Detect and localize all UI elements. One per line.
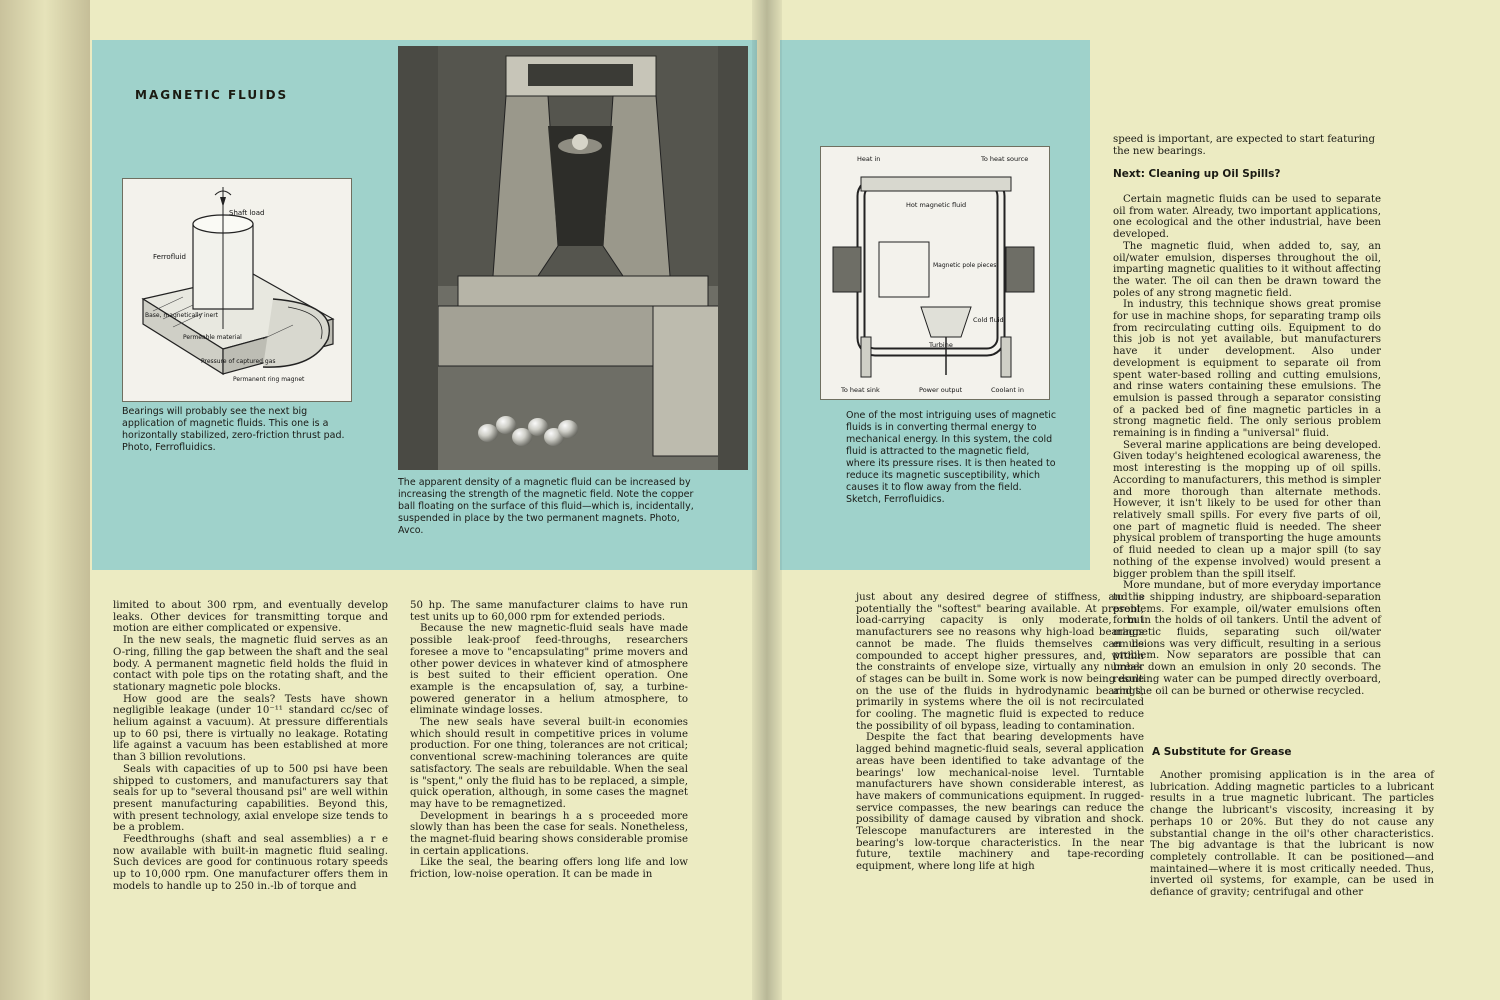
label-cold-fluid: Cold fluid bbox=[973, 316, 1004, 324]
label-to-heat-source: To heat source bbox=[981, 155, 1029, 163]
subhead-grease: A Substitute for Grease bbox=[1152, 746, 1292, 758]
thrust-pad-drawing bbox=[123, 179, 351, 401]
figure1-caption: Bearings will probably see the next big application of magnetic fluids. This one is a horizontally stabilized, zero-friction thrust pad. Photo, Ferrofluidics. bbox=[122, 406, 345, 453]
column-2 bbox=[410, 600, 688, 881]
label-to-heat-sink: To heat sink bbox=[841, 386, 880, 394]
paragraph: Development in bearings h a s proceeded more slowly than has been the case for seals. Nonetheless, the magnet-fluid bearing shows considerable promise in certain applications. bbox=[410, 810, 688, 857]
label-hot-fluid: Hot magnetic fluid bbox=[906, 201, 967, 209]
section-heading: MAGNETIC FLUIDS bbox=[135, 88, 289, 102]
label-coolant-in: Coolant in bbox=[991, 386, 1024, 394]
label-base: Base, magnetically inert bbox=[145, 312, 219, 319]
paragraph: More mundane, but of more everyday importance to the shipping industry, are shipboard-separation problems. For example, oil/water emulsions often form in the holds of oil tankers. Until the advent of magnetic fluids, separating such oil/water emulsions was very difficult, resulting in a serious problem. Now separators are possible that can break down an emulsion in only 20 seconds. The resulting water can be pumped directly overboard, and the oil can be burned or otherwise recycled. bbox=[1113, 580, 1381, 697]
label-pressure: Pressure of captured gas bbox=[201, 358, 276, 365]
copper-ball bbox=[478, 424, 498, 442]
thermal-converter-drawing bbox=[821, 147, 1049, 399]
figure3-caption: One of the most intriguing uses of magnetic fluids is in converting thermal energy to mechanical energy. In this system, the cold fluid is attracted to the magnetic field, where its pressure rises. It is then heated to reduce its magnetic susceptibility, which causes it to flow away from the field. Sketch, Ferrofluidics. bbox=[846, 410, 1057, 505]
label-permeable: Permeable material bbox=[183, 334, 242, 341]
paragraph: speed is important, are expected to start featuring the new bearings. bbox=[1113, 134, 1375, 157]
column-4-bottom bbox=[1150, 770, 1434, 899]
paragraph: Like the seal, the bearing offers long life and low friction, low-noise operation. It can be made in bbox=[410, 857, 688, 881]
paragraph: Certain magnetic fluids can be used to separate oil from water. Already, two important applications, one ecological and the other industrial, have been developed. bbox=[1113, 194, 1381, 241]
paragraph: How good are the seals? Tests have shown negligible leakage (under 10⁻¹¹ standard cc/sec of helium against a vacuum). At pressure differentials up to 60 psi, there is virtually no leakage. Rotating life against a vacuum has been established at more than 3 billion revolutions. bbox=[113, 693, 388, 764]
copper-ball bbox=[558, 420, 578, 438]
paragraph: Despite the fact that bearing developments have lagged behind magnetic-fluid seals, several application areas have been identified to take advantage of the bearings' low mechanical-noise level. Turntable manufacturers have shown considerable interest, as have makers of communications equipment. In rugged-service compasses, the new bearings can reduce the possibility of damage caused by vibration and shock. Telescope manufacturers are interested in the bearing's low-torque characteristics. In the near future, textile machinery and tape-recording equipment, where long life at high bbox=[856, 732, 1144, 873]
label-magnetic-pole: Magnetic pole pieces bbox=[933, 262, 997, 269]
label-turbine: Turbine bbox=[929, 341, 953, 349]
paragraph: limited to about 300 rpm, and eventually develop leaks. Other devices for transmitting torque and motion are either complicated or expensive. bbox=[113, 600, 388, 635]
paragraph: In the new seals, the magnetic fluid serves as an O-ring, filling the gap between the shaft and the seal body. A permanent magnetic field holds the fluid in contact with pole tips on the rotating shaft, and the stationary magnetic pole blocks. bbox=[113, 635, 388, 693]
thermal-converter-illustration bbox=[820, 146, 1050, 400]
thrust-pad-illustration bbox=[122, 178, 352, 402]
subhead-oil-spills: Next: Cleaning up Oil Spills? bbox=[1113, 168, 1281, 180]
paragraph: Feedthroughs (shaft and seal assemblies) a r e now available with built-in magnetic fluid sealing. Such devices are good for continuous rotary speeds up to 10,000 rpm. One manufacturer offers them in models to handle up to 250 in.-lb of torque and bbox=[113, 834, 388, 892]
column-1 bbox=[113, 600, 388, 893]
paragraph: The new seals have several built-in economies which should result in competitive prices in volume production. For one thing, tolerances are not critical; conventional screw-machining tolerances are quite satisfactory. The seals are rebuildable. When the seal is "spent," only the fluid has to be replaced, a simple, quick operation, although, in some cases the magnet may have to be remagnetized. bbox=[410, 717, 688, 810]
figure2-caption: The apparent density of a magnetic fluid can be increased by increasing the strength of the magnetic field. Note the copper ball floating on the surface of this fluid—which is, incidentally, suspended in place by the two permanent magnets. Photo, Avco. bbox=[398, 477, 694, 536]
magnet-photo bbox=[398, 46, 748, 470]
paragraph: Seals with capacities of up to 500 psi have been shipped to customers, and manufacturers say that seals for up to "several thousand psi" are well within present manufacturing capabilities. Beyond this, with present technology, axial envelope size tends to be a problem. bbox=[113, 763, 388, 834]
paragraph: Another promising application is in the area of lubrication. Adding magnetic particles to a lubricant results in a true magnetic lubricant. The particles change the lubricant's viscosity, increasing it by perhaps 10 or 20%. But they do not cause any substantial change in the oil's other characteristics. The big advantage is that the lubricant is now completely controllable. It can be positioned—and maintained—where it is most critically needed. Thus, inverted oil systems, for example, can be used in defiance of gravity; centrifugal and other bbox=[1150, 770, 1434, 899]
paragraph: Several marine applications are being developed. Given today's heightened ecological awareness, the most interesting is the mopping up of oil spills. According to manufacturers, this method is simpler and more thorough than alternate methods. However, it isn't likely to be used for other than relatively small spills. For every five parts of oil, one part of magnetic fluid is needed. The sheer physical problem of transporting the huge amounts of fluid needed to clean up a major spill (to say nothing of the expense involved) would present a bigger problem than the spill itself. bbox=[1113, 439, 1381, 580]
spine-gutter bbox=[752, 0, 782, 1000]
paragraph: In industry, this technique shows great promise for use in machine shops, for separating tramp oils from recirculating cutting oils. Equipment to do this job is not yet available, but manufacturers have it under development. Also under development is equipment to separate oil from spent water-based rolling and cutting emulsions, and rinse waters containing these emulsions. The emulsion is passed through a separator consisting of a packed bed of fine magnetic particles in a strong magnetic field. The only serious problem remaining is in finding a "universal" fluid. bbox=[1113, 299, 1381, 440]
paragraph: just about any desired degree of stiffness, and is potentially the "softest" bearing available. At present, load-carrying capacity is only moderate, but manufacturers see no reasons why high-load bearings cannot be made. The fluids themselves can be compounded to accept higher pressures, and, within the constraints of envelope size, virtually any number of stages can be built in. Some work is now being done on the use of the fluids in hydrodynamic bearings, primarily in systems where the oil is not recirculated for cooling. The magnetic fluid is expected to reduce the possibility of oil bypass, leading to contamination. bbox=[856, 592, 1144, 732]
magnet-apparatus-drawing bbox=[398, 46, 748, 470]
label-shaft-load: Shaft load bbox=[229, 209, 265, 217]
paragraph: Because the new magnetic-fluid seals have made possible leak-proof feed-throughs, researchers foresee a move to "encapsulating" prime movers and other power devices in whatever kind of atmosphere is best suited to their efficient operation. One example is the encapsulation of, say, a turbine-powered generator in a helium atmosphere, to eliminate windage losses. bbox=[410, 623, 688, 717]
previous-page-edge bbox=[0, 0, 90, 1000]
label-power-output: Power output bbox=[919, 386, 963, 394]
paragraph: 50 hp. The same manufacturer claims to have run test units up to 60,000 rpm for extended periods. bbox=[410, 600, 688, 623]
column-4-middle bbox=[1113, 194, 1381, 697]
label-heat-in: Heat in bbox=[857, 155, 881, 163]
label-permanent: Permanent ring magnet bbox=[233, 376, 305, 383]
paragraph: The magnetic fluid, when added to, say, an oil/water emulsion, disperses throughout the oil, imparting magnetic qualities to it without affecting the water. The oil can then be drawn toward the poles of any strong magnetic field. bbox=[1113, 240, 1381, 299]
label-ferrofluid: Ferrofluid bbox=[153, 253, 186, 261]
column-3 bbox=[856, 592, 1144, 873]
column-4-top bbox=[1113, 134, 1375, 157]
